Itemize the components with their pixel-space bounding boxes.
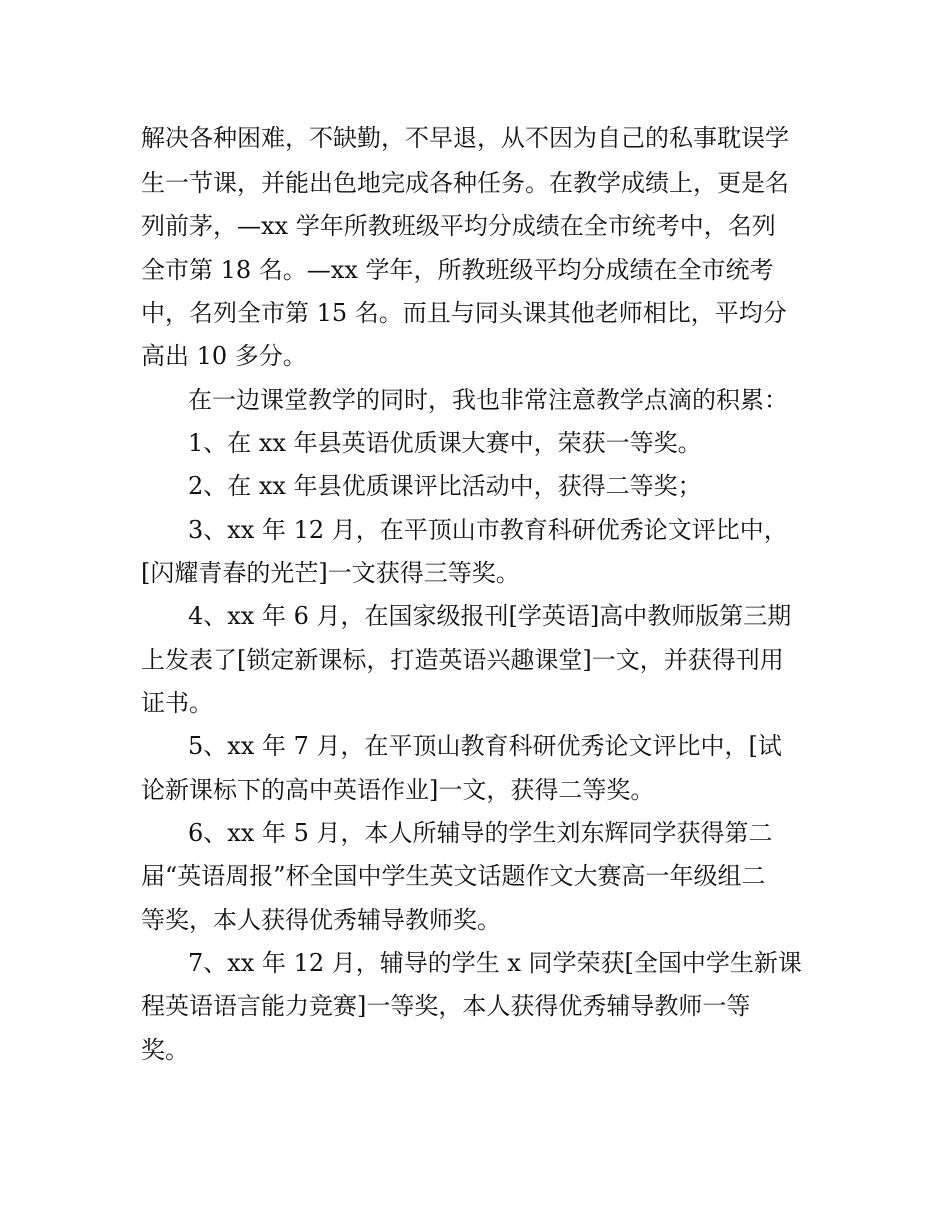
text-line: 程英语语言能力竞赛]一等奖，本人获得优秀辅导教师一等 [141, 992, 751, 1020]
text-line: 证书。 [141, 689, 213, 717]
text-line: 列前茅，—xx 学年所教班级平均分成绩在全市统考中，名列 [141, 212, 776, 240]
text-line: 高出 10 多分。 [141, 342, 307, 370]
text-line: 奖。 [141, 1036, 189, 1064]
list-item: 2、在 xx 年县优质课评比活动中，获得二等奖； [188, 472, 702, 500]
text-line: 中，名列全市第 15 名。而且与同头课其他老师相比，平均分 [141, 299, 787, 327]
text-line: [闪耀青春的光芒]一文获得三等奖。 [141, 559, 520, 587]
list-item: 7、xx 年 12 月，辅导的学生 x 同学荣获[全国中学生新课 [188, 949, 802, 977]
list-item: 5、xx 年 7 月，在平顶山教育科研优秀论文评比中，[试 [188, 732, 782, 760]
text-line: 上发表了[锁定新课标，打造英语兴趣课堂]一文，并获得刊用 [141, 646, 784, 674]
list-item: 3、xx 年 12 月，在平顶山市教育科研优秀论文评比中， [188, 516, 788, 544]
text-line: 解决各种困难，不缺勤，不早退，从不因为自己的私事耽误学 [141, 124, 789, 152]
text-line: 全市第 18 名。—xx 学年，所教班级平均分成绩在全市统考 [141, 256, 774, 284]
text-line: 生一节课，并能出色地完成各种任务。在教学成绩上，更是名 [141, 169, 789, 197]
list-item: 1、在 xx 年县英语优质课大赛中，荣获一等奖。 [188, 429, 702, 457]
text-line: 等奖，本人获得优秀辅导教师奖。 [141, 906, 501, 934]
text-line: 届“英语周报”杯全国中学生英文话题作文大赛高一年级组二 [141, 862, 766, 890]
list-item: 6、xx 年 5 月，本人所辅导的学生刘东辉同学获得第二 [188, 819, 773, 847]
list-item: 4、xx 年 6 月，在国家级报刊[学英语]高中教师版第三期 [188, 602, 792, 630]
text-line: 论新课标下的高中英语作业]一文，获得二等奖。 [141, 776, 655, 804]
text-line: 在一边课堂教学的同时，我也非常注意教学点滴的积累： [188, 386, 788, 414]
